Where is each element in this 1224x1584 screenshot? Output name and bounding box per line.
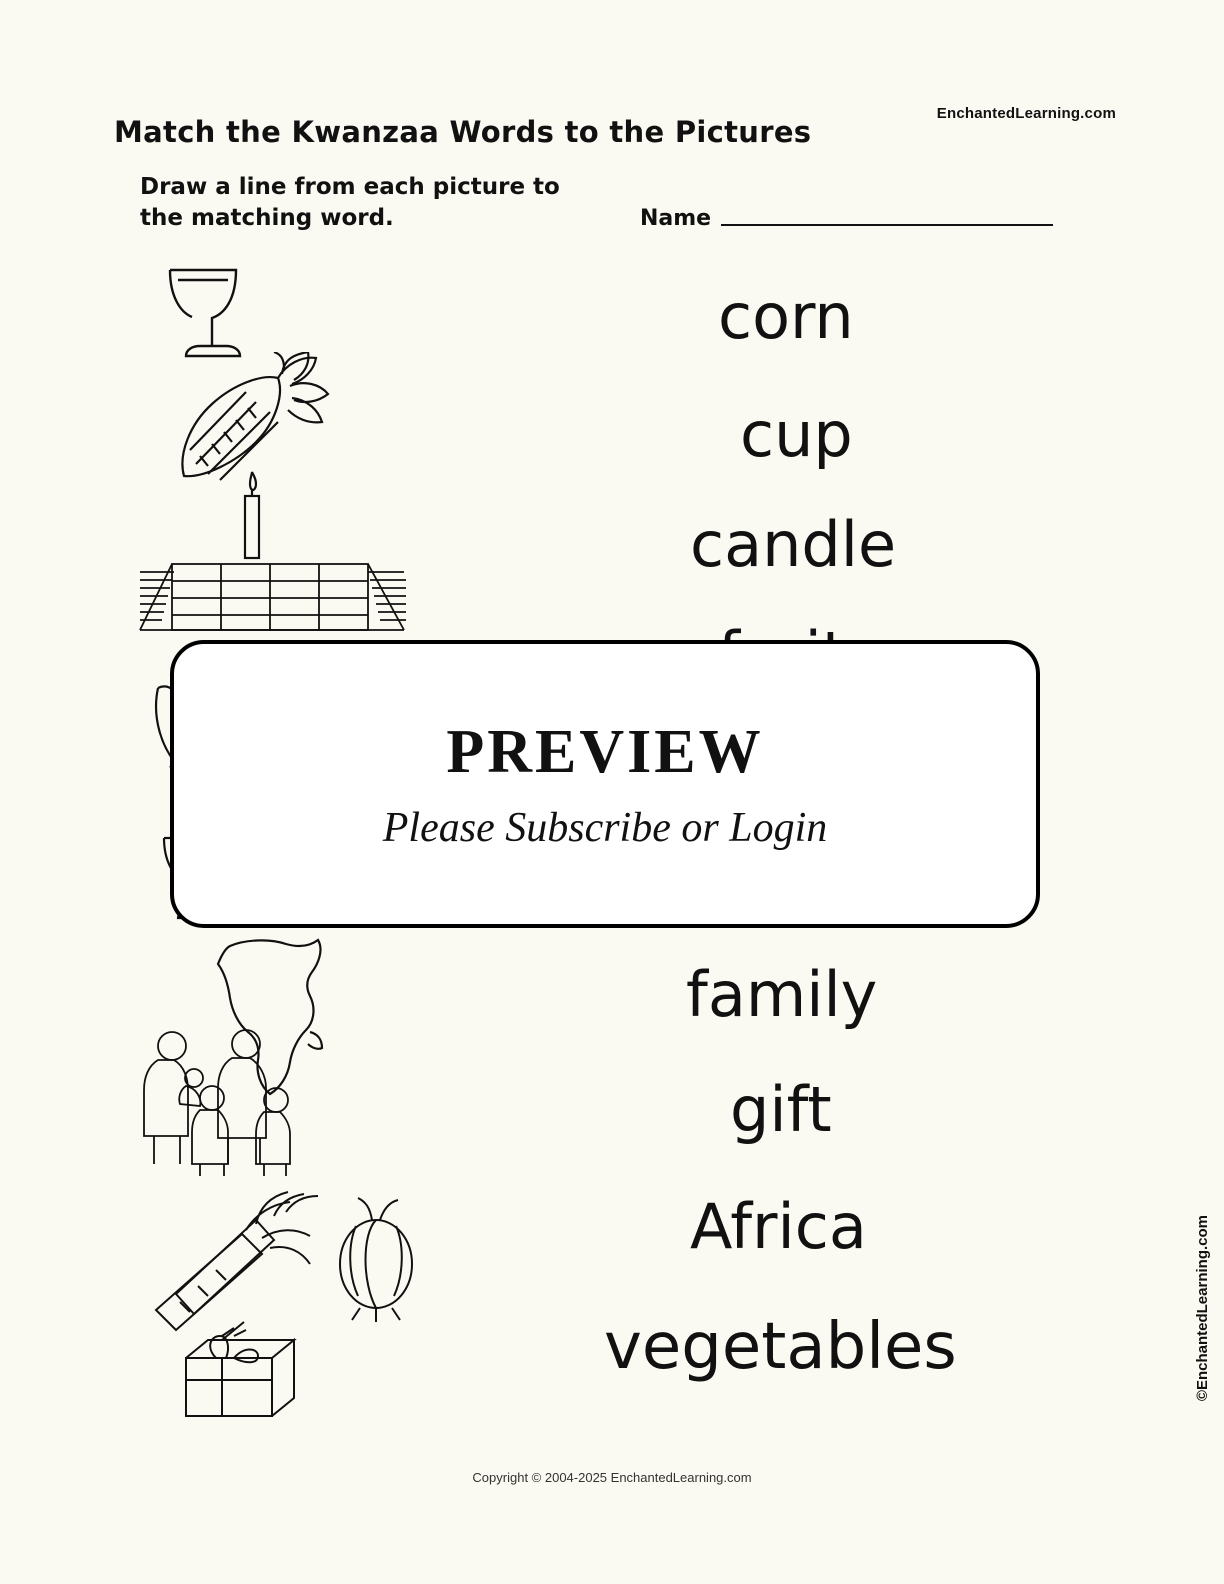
preview-subscribe-prompt[interactable]: Please Subscribe or Login xyxy=(382,804,828,851)
family-picture xyxy=(136,1022,316,1182)
vegetables-picture xyxy=(146,1182,436,1332)
word-gift[interactable]: gift xyxy=(730,1073,832,1146)
word-family[interactable]: family xyxy=(686,958,878,1031)
brand-label: EnchantedLearning.com xyxy=(936,105,1116,122)
preview-overlay[interactable] xyxy=(170,640,1040,928)
name-label: Name xyxy=(640,206,712,231)
copyright-footer: Copyright © 2004-2025 EnchantedLearning.com xyxy=(472,1470,752,1485)
word-corn[interactable]: corn xyxy=(718,280,854,353)
instructions-text: Draw a line from each picture to the matching word. xyxy=(140,174,560,232)
page-title: Match the Kwanzaa Words to the Pictures xyxy=(114,115,812,149)
mat-picture xyxy=(136,556,436,652)
word-candle[interactable]: candle xyxy=(690,508,897,581)
side-watermark: ©EnchantedLearning.com xyxy=(1194,1215,1211,1402)
word-africa[interactable]: Africa xyxy=(690,1190,867,1263)
name-write-line[interactable] xyxy=(721,224,1053,226)
name-field[interactable] xyxy=(640,206,1053,231)
word-cup[interactable]: cup xyxy=(740,398,853,471)
gift-box-picture xyxy=(176,1318,306,1428)
preview-title: PREVIEW xyxy=(446,717,764,786)
word-vegetables[interactable]: vegetables xyxy=(604,1310,957,1384)
candle-picture xyxy=(232,470,272,570)
